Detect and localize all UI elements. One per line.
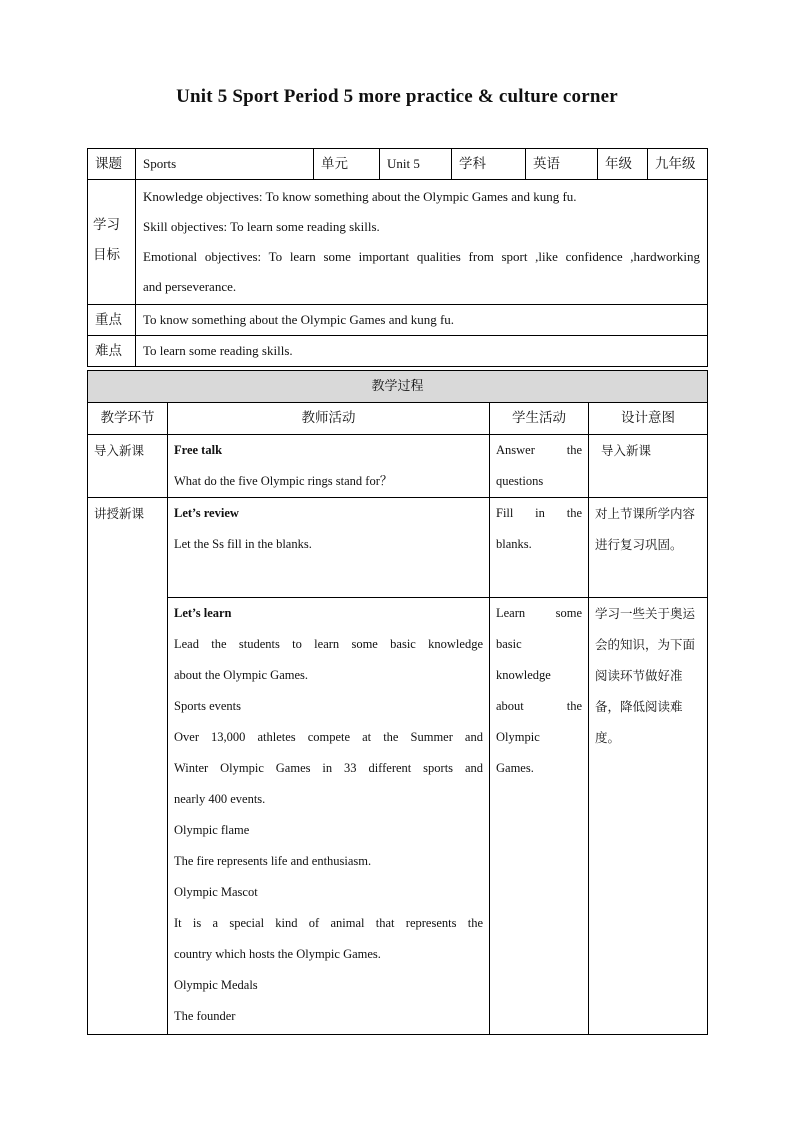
activity-line: Lead the students to learn some basic knowledge — [174, 637, 483, 651]
activity-line: about the Olympic Games. — [174, 668, 308, 682]
student-line: Olympic — [496, 730, 540, 744]
activity-heading: Free talk — [174, 443, 223, 457]
activity-line: Olympic Mascot — [174, 885, 258, 899]
key-point-value: To know something about the Olympic Games and kung fu. — [136, 305, 708, 336]
goal-knowledge: Knowledge objectives: To know something about the Olympic Games and kung fu. — [143, 189, 577, 204]
process-section-title: 教学过程 — [88, 371, 708, 403]
activity-line: What do the five Olympic rings stand for？ — [174, 474, 393, 488]
stage-cell: 讲授新课 — [88, 498, 168, 1035]
student-line: questions — [496, 474, 544, 488]
design-cell: 对上节课所学内容进行复习巩固。 — [589, 498, 708, 598]
table-row — [88, 598, 708, 1035]
student-line: blanks. — [496, 537, 532, 551]
col-header-design: 设计意图 — [589, 403, 708, 435]
design-cell: 导入新课 — [589, 435, 708, 498]
student-line: knowledge — [496, 668, 551, 682]
goal-emotional-cont: and perseverance. — [143, 279, 237, 294]
grade-label: 年级 — [598, 149, 648, 180]
table-row — [88, 435, 708, 498]
difficult-point-value: To learn some reading skills. — [136, 336, 708, 367]
design-cell: 学习一些关于奥运会的知识，为下面阅读环节做好准备，降低阅读难度。 — [589, 598, 708, 1035]
key-point-label: 重点 — [88, 305, 136, 336]
col-header-teacher: 教师活动 — [168, 403, 490, 435]
student-line: Fill in the — [496, 506, 582, 520]
teacher-activity-cell — [168, 435, 490, 498]
goals-label-line-1: 学习 — [93, 217, 120, 233]
activity-line: Olympic Medals — [174, 978, 258, 992]
col-header-student: 学生活动 — [490, 403, 589, 435]
unit-label: 单元 — [314, 149, 380, 180]
goal-emotional: Emotional objectives: To learn some important qualities from sport ,like confidence ,hardworking — [143, 249, 700, 264]
col-header-stage: 教学环节 — [88, 403, 168, 435]
goal-skill: Skill objectives: To learn some reading skills. — [143, 219, 380, 234]
activity-line: The founder — [174, 1009, 236, 1023]
goals-text — [136, 180, 708, 305]
activity-line: nearly 400 events. — [174, 792, 266, 806]
activity-line: It is a special kind of animal that represents the — [174, 916, 483, 930]
student-activity-cell — [490, 498, 589, 598]
teacher-activity-cell — [168, 498, 490, 598]
activity-line: Over 13,000 athletes compete at the Summer and — [174, 730, 483, 744]
activity-line: Sports events — [174, 699, 242, 713]
goals-label-line-2: 目标 — [93, 247, 120, 263]
activity-line: Olympic flame — [174, 823, 250, 837]
goals-label — [88, 180, 136, 305]
teacher-activity-cell — [168, 598, 490, 1035]
activity-line: Let the Ss fill in the blanks. — [174, 537, 312, 551]
subject-value: 英语 — [526, 149, 598, 180]
topic-label: 课题 — [88, 149, 136, 180]
difficult-point-label: 难点 — [88, 336, 136, 367]
student-line: Learn some — [496, 606, 582, 620]
activity-line: Winter Olympic Games in 33 different sports and — [174, 761, 483, 775]
subject-label: 学科 — [452, 149, 526, 180]
unit-value: Unit 5 — [380, 149, 452, 180]
page-title: Unit 5 Sport Period 5 more practice & culture corner — [176, 86, 618, 107]
student-line: basic — [496, 637, 522, 651]
activity-heading: Let’s learn — [174, 606, 232, 620]
student-activity-cell — [490, 598, 589, 1035]
stage-cell: 导入新课 — [88, 435, 168, 498]
activity-line: The fire represents life and enthusiasm. — [174, 854, 372, 868]
table-row — [88, 498, 708, 598]
topic-value: Sports — [136, 149, 314, 180]
student-line: Answer the — [496, 443, 582, 457]
activity-line: country which hosts the Olympic Games. — [174, 947, 381, 961]
student-activity-cell — [490, 435, 589, 498]
lesson-info-table — [87, 148, 708, 367]
activity-heading: Let’s review — [174, 506, 239, 520]
student-line: about the — [496, 699, 582, 713]
teaching-process-table — [87, 370, 708, 1035]
grade-value: 九年级 — [648, 149, 708, 180]
student-line: Games. — [496, 761, 534, 775]
